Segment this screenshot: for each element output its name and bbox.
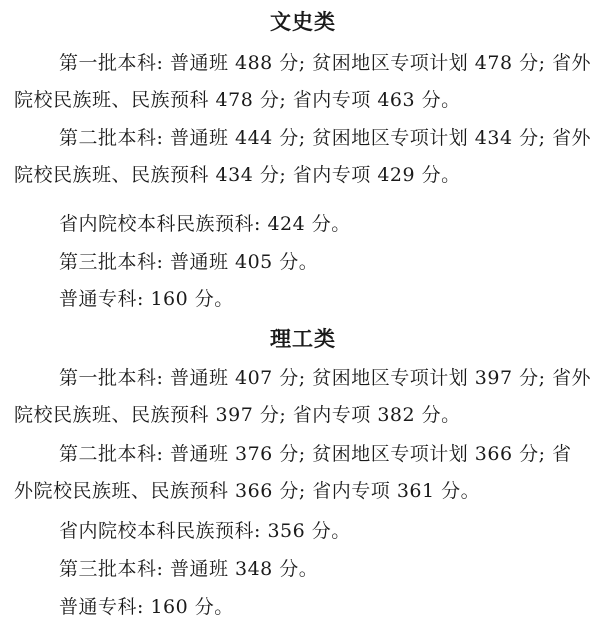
paragraph-ethnic-preparatory: 省内院校本科民族预科: 356 分。 bbox=[59, 520, 351, 542]
paragraph-second-batch bbox=[14, 120, 606, 194]
paragraph-line: 院校民族班、民族预科 478 分; 省内专项 463 分。 bbox=[14, 89, 461, 111]
paragraph-second-batch bbox=[14, 436, 606, 510]
paragraph-line: 院校民族班、民族预科 434 分; 省内专项 429 分。 bbox=[14, 164, 461, 186]
paragraph-ethnic-preparatory: 省内院校本科民族预科: 424 分。 bbox=[59, 213, 351, 235]
paragraph-junior-college: 普通专科: 160 分。 bbox=[59, 288, 234, 310]
paragraph-first-batch bbox=[14, 45, 606, 119]
paragraph-line: 第一批本科: 普通班 488 分; 贫困地区专项计划 478 分; 省外 bbox=[59, 52, 592, 74]
paragraph-third-batch: 第三批本科: 普通班 348 分。 bbox=[59, 558, 319, 580]
section-heading-science: 理工类 bbox=[270, 327, 336, 351]
paragraph-line: 第二批本科: 普通班 376 分; 贫困地区专项计划 366 分; 省 bbox=[59, 443, 572, 465]
paragraph-first-batch bbox=[14, 360, 606, 434]
paragraph-line: 第一批本科: 普通班 407 分; 贫困地区专项计划 397 分; 省外 bbox=[59, 367, 592, 389]
paragraph-junior-college: 普通专科: 160 分。 bbox=[59, 596, 234, 618]
paragraph-line: 院校民族班、民族预科 397 分; 省内专项 382 分。 bbox=[14, 404, 461, 426]
paragraph-line: 第二批本科: 普通班 444 分; 贫困地区专项计划 434 分; 省外 bbox=[59, 127, 592, 149]
section-heading-liberal-arts: 文史类 bbox=[270, 10, 336, 34]
paragraph-third-batch: 第三批本科: 普通班 405 分。 bbox=[59, 251, 319, 273]
paragraph-line: 外院校民族班、民族预科 366 分; 省内专项 361 分。 bbox=[14, 480, 481, 502]
